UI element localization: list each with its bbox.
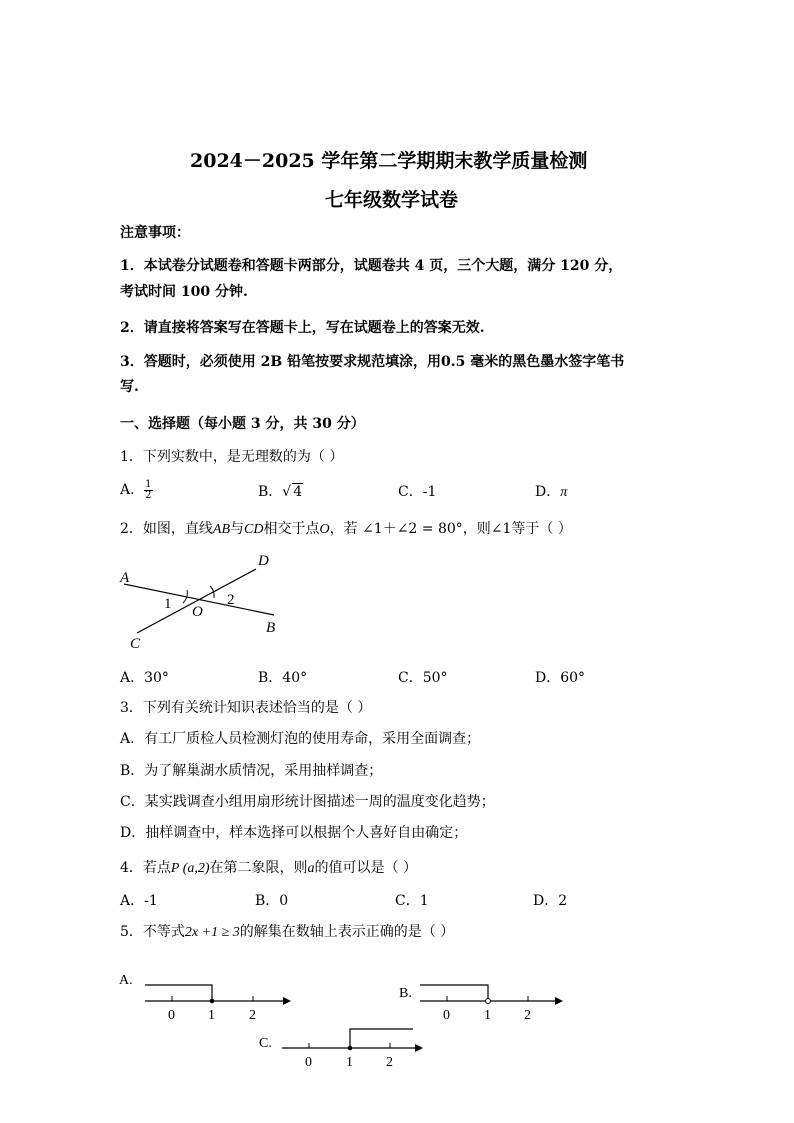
q1-option-b-label: B． (258, 484, 283, 500)
note-3-line-1: 3．答题时，必须使用 2B 铅笔按要求规范填涂，用0.5 毫米的黑色墨水签字笔书 (120, 354, 625, 370)
tick-label-0: 0 (443, 1008, 450, 1023)
q2-option-a: A．30° (120, 670, 169, 686)
q2-option-b: B．40° (258, 670, 308, 686)
label-c: C (130, 636, 141, 652)
q2-stem (120, 518, 572, 538)
line-cd (137, 569, 256, 633)
q2-option-d: D．60° (535, 670, 586, 686)
number-line-c-label: C. (259, 1036, 272, 1051)
q3-option-c: C．某实践调查小组用扇形统计图描述一周的温度变化趋势； (120, 794, 495, 810)
arrow-right-icon (283, 997, 291, 1005)
q2-line-ab: AB (212, 522, 231, 537)
q1-fraction-numerator: 1 (145, 478, 152, 490)
q1-fraction (144, 480, 152, 501)
q2-stem-part-2: 与 (230, 521, 245, 537)
hollow-point (486, 999, 491, 1004)
q4-point: P (a,2) (170, 861, 210, 876)
q4-option-b: B．0 (255, 893, 289, 909)
tick-label-1: 1 (484, 1008, 491, 1023)
q5-stem-part-2: 的解集在数轴上表示正确的是（ ） (239, 924, 455, 940)
q1-option-a-label: A． (120, 482, 145, 498)
q4-option-a: A．-1 (120, 893, 158, 909)
note-1-line-1: 1．本试卷分试题卷和答题卡两部分，试题卷共 4 页，三个大题，满分 120 分， (120, 258, 623, 274)
q4-stem (120, 857, 417, 877)
label-o: O (192, 604, 203, 620)
note-2: 2．请直接将答案写在答题卡上，写在试题卷上的答案无效. (120, 320, 485, 336)
notes-heading: 注意事项： (120, 225, 190, 241)
q2-option-c: C．50° (398, 670, 448, 686)
solid-point (210, 999, 215, 1004)
q4-stem-part-3: 的值可以是（ ） (314, 860, 417, 876)
q5-stem-part-1: 5．不等式 (120, 924, 185, 940)
q1-stem: 1．下列实数中，是无理数的为（ ） (120, 449, 344, 465)
q1-option-b (258, 481, 303, 501)
q2-stem-part-4: ，若 ∠1＋∠2 = 80°，则∠1等于（ ） (329, 521, 572, 537)
q5-inequality: 2x +1 ≥ 3 (184, 925, 240, 940)
q4-variable: a (307, 861, 315, 876)
label-b: B (266, 620, 276, 636)
q3-stem: 3．下列有关统计知识表述恰当的是（ ） (120, 700, 372, 716)
number-line-a (115, 965, 295, 1025)
label-a: A (120, 570, 130, 586)
arrow-right-icon (555, 997, 563, 1005)
label-d: D (258, 553, 269, 569)
q4-stem-part-1: 4．若点 (120, 860, 171, 876)
number-line-b-label: B. (399, 986, 412, 1001)
tick-label-2: 2 (524, 1008, 531, 1023)
q5-stem (120, 921, 454, 941)
q1-sqrt-radicand: 4 (293, 484, 303, 500)
solid-point (348, 1046, 353, 1051)
q4-option-d: D．2 (533, 893, 568, 909)
q4-option-c: C．1 (395, 893, 429, 909)
solution-ray (145, 985, 212, 1001)
q1-fraction-denominator: 2 (145, 489, 152, 501)
label-angle-2: 2 (227, 592, 235, 608)
tick-label-2: 2 (249, 1008, 256, 1023)
tick-label-2: 2 (386, 1055, 393, 1070)
number-line-c (255, 1022, 430, 1082)
solution-ray (420, 985, 488, 999)
q2-stem-part-1: 2．如图，直线 (120, 521, 213, 537)
label-angle-1: 1 (164, 596, 172, 612)
note-3-line-2: 写. (120, 379, 139, 395)
number-line-a-label: A. (119, 973, 133, 988)
tick-label-1: 1 (346, 1055, 353, 1070)
solution-ray (350, 1029, 413, 1048)
q1-option-d (535, 481, 567, 501)
q1-pi: π (560, 485, 568, 500)
number-line-b (395, 968, 570, 1028)
q2-figure (110, 545, 290, 655)
sqrt-icon: √ (282, 484, 292, 500)
exam-subtitle: 七年级数学试卷 (325, 189, 459, 211)
section-heading: 一、选择题（每小题 3 分，共 30 分） (120, 416, 365, 432)
q2-point-o: O (319, 522, 330, 537)
arrow-right-icon (415, 1044, 423, 1052)
tick-label-0: 0 (305, 1055, 312, 1070)
q3-option-b: B．为了解巢湖水质情况，采用抽样调查； (120, 763, 383, 779)
q1-option-a (120, 479, 153, 501)
q1-option-d-label: D． (535, 484, 561, 500)
q4-stem-part-2: 在第二象限，则 (209, 860, 308, 876)
q2-stem-part-3: 相交于点 (263, 521, 320, 537)
note-1-line-2: 考试时间 100 分钟. (120, 284, 248, 300)
q1-option-c: C．-1 (398, 484, 437, 500)
q2-line-cd: CD (244, 522, 264, 537)
q3-option-a: A．有工厂质检人员检测灯泡的使用寿命，采用全面调查； (120, 731, 481, 747)
q3-option-d: D．抽样调查中，样本选择可以根据个人喜好自由确定； (120, 825, 468, 841)
tick-label-1: 1 (208, 1008, 215, 1023)
exam-title: 2024－2025 学年第二学期期末教学质量检测 (190, 150, 588, 172)
tick-label-0: 0 (168, 1008, 175, 1023)
